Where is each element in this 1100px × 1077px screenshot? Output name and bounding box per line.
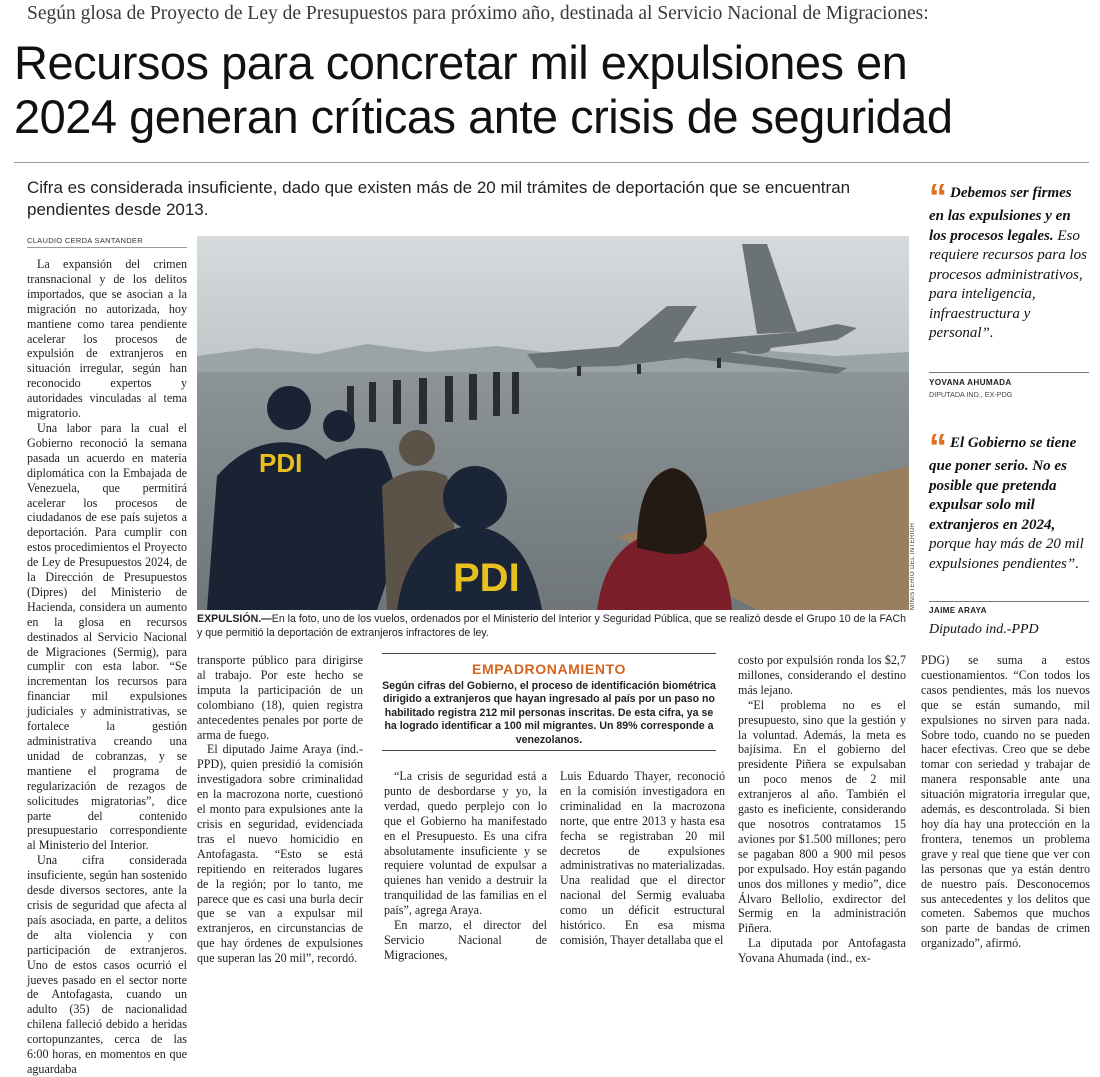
photo-credit: MINISTERIO DEL INTERIOR [910, 522, 916, 610]
paragraph: En marzo, el director del Servicio Nacional de Migraciones, [384, 918, 547, 962]
paragraph: “El problema no es el presupuesto, sino que la gestión y la voluntad. Además, la meta es bajísima. En el gobierno del presidente Piñera se expulsaban un poco menos de 2 mil extranjeros al año. También el gasto es ineficiente, considerando que nosotros contratamos 15 aviones por $1.500 millones; pero se pagaban 800 a 900 mil pesos por expulsado. Hoy están pagando unos dos millones y medio”, dice Álvaro Bellolio, exdirector del Sermig en la administración Piñera. [738, 697, 906, 936]
body-column-2 [197, 653, 363, 966]
quote-bold-text: Debemos ser firmes en las expulsiones y en los procesos legales. [929, 185, 1072, 244]
body-column-5 [738, 653, 906, 966]
vest-label: PDI [453, 556, 520, 600]
quote-divider [929, 601, 1089, 602]
article-photo [197, 236, 909, 610]
headline-line-1: Recursos para concretar mil expulsiones en [14, 36, 908, 89]
article-headline [14, 36, 1089, 144]
paragraph: Una labor para la cual el Gobierno reconoció la semana pasada un acuerdo en materia diplomática con la Embajada de Venezuela, que permitirá acelerar los procesos de ciudadanos de ese país sujetos a deportación. Para cumplir con estos procedimientos el Proyecto de Ley de Presupuestos 2024, de la Dirección de Presupuestos (Dipres) del Ministerio de Hacienda, considera un aumento en la glosa en recursos destinados al Servicio Nacional de Migraciones (Sermig), para cumplir con esta labor. “Se incrementan los recursos para financiar mil expulsiones judiciales y administrativas, se fortalece la gestión administrativa creando una unidad de cobranzas, y se mantiene el programa de regularización de rezagos de solicitudes migratorias”, dice parte del contenido presupuestario correspondiente al Ministerio del Interior. [27, 420, 187, 853]
paragraph: PDG) se suma a estos cuestionamientos. “Con todos los casos pendientes, más los nuevos que se están sumando, mil expulsiones no sirven para nada. Sobre todo, cuando no se pueden hacer efectivas. Creo que se debe tomar con seriedad y trabajar de manera responsable ante una situación migratoria irregular que, además, es descontrolada. Si bien hoy día hay una protección en la frontera, tenemos un problema grave y real que tiene que ver con las personas que ya están dentro de nuestro país. Desconocemos sus antecedentes y los delitos que cometen. Sabemos que muchos son parte de bandas de crimen organizado”, afirmó. [921, 653, 1090, 951]
box-top-rule [382, 653, 716, 654]
article-kicker: Según glosa de Proyecto de Ley de Presupuestos para próximo año, destinada al Servicio Nacional de Migraciones: [27, 3, 929, 24]
caption-text: En la foto, uno de los vuelos, ordenados por el Ministerio del Interior y Seguridad Pública, que se realizó desde el Grupo 10 de la FACh y que permitió la deportación de extranjeros infractores de ley. [197, 613, 907, 639]
paragraph: El diputado Jaime Araya (ind.-PPD), quien presidió la comisión investigadora sobre criminalidad en la macrozona norte, cuestionó el monto para expulsiones ante la crisis en seguridad, evidenciada tras el nuevo homicidio en Antofagasta. “Esto se está repitiendo en reiterados lugares de la región; por lo tanto, me parece que es casi una burla decir que se van a expulsar mil extranjeros, en circunstancias de que hay órdenes de expulsiones que superan las 20 mil”, recordó. [197, 742, 363, 966]
paragraph: Luis Eduardo Thayer, reconoció en la comisión investigadora en criminalidad en la macrozona norte, que entre 2013 y hasta esa fecha se registraban 20 mil decretos de expulsiones administrativas no materializadas. Una realidad que el director nacional del Sermig evaluaba como un déficit estructural histórico. En esa misma comisión, Thayer detallaba que el [560, 769, 725, 947]
body-column-6 [921, 653, 1090, 951]
quote-author-role: Diputado ind.-PPD [929, 622, 1039, 637]
paragraph: “La crisis de seguridad está a punto de desbordarse y yo, la verdad, quedo perplejo con lo que el Gobierno ha manifestado en el Presupuesto. Es una cifra absolutamente insuficiente y se requiere voluntad de expulsar a quienes han venido a destruir la tranquilidad de las familias en el país”, agrega Araya. [384, 769, 547, 918]
quote-bold-text: El Gobierno se tiene que poner serio. No es posible que pretenda expulsar solo mil extranjeros en 2024, [929, 435, 1077, 533]
quote-mark-icon: “ [929, 176, 947, 217]
airport-deportation-illustration [197, 236, 909, 610]
paragraph: Una cifra considerada insuficiente, según han sostenido desde diversos sectores, ante la crisis de seguridad que afecta al país asociada, en parte, a delitos de alta violencia y con participación de extranjeros. Uno de estos casos ocurrió el jueves pasado en el sector norte de Antofagasta, cuando un adulto (35) de nacionalidad chilena falleció debido a heridas cortopunzantes, cerca de las 6:00 horas, en momentos en que aguardaba [27, 853, 187, 1076]
pull-quote-2 [929, 426, 1089, 574]
quote-author-name: YOVANA AHUMADA [929, 378, 1012, 387]
quote-divider [929, 372, 1089, 373]
headline-line-2: 2024 generan críticas ante crisis de seguridad [14, 90, 953, 143]
body-column-1 [27, 257, 187, 1077]
headline-divider [14, 162, 1089, 163]
paragraph: costo por expulsión ronda los $2,7 millones, considerando el destino más lejano. [738, 653, 906, 697]
body-column-3 [384, 769, 547, 963]
box-text: Según cifras del Gobierno, el proceso de identificación biométrica dirigido a extranjeros que hayan ingresado al país por un paso no habilitado registra 212 mil personas inscritas. De esta cifra, ya se ha logrado identificar a 100 mil migrantes. Un 89% corresponde a venezolanos. [382, 680, 716, 746]
pull-quote-1 [929, 176, 1089, 344]
quote-text: Eso requiere recursos para los procesos administrativos, para inteligencia, infraestructura y personal”. [929, 227, 1087, 341]
quote-mark-icon: “ [929, 426, 947, 467]
box-title: EMPADRONAMIENTO [472, 661, 626, 677]
paragraph: La diputada por Antofagasta Yovana Ahumada (ind., ex- [738, 936, 906, 966]
quote-author-role: DIPUTADA IND., EX-PDG [929, 390, 1013, 399]
caption-label: EXPULSIÓN.— [197, 613, 272, 625]
paragraph: La expansión del crimen transnacional y de los delitos importados, que se asocian a la migración no autorizada, hoy mantiene como tarea pendiente acelerar los procesos de expulsión de extranjeros en situación irregular, según han reconocido expertos y autoridades vinculadas al tema migratorio. [27, 257, 187, 421]
article-subtitle: Cifra es considerada insuficiente, dado que existen más de 20 mil trámites de deportación que se encuentran pendientes desde 2013. [27, 178, 851, 219]
byline: CLAUDIO CERDA SANTANDER [27, 236, 143, 245]
body-column-4 [560, 769, 725, 948]
vest-label: PDI [259, 448, 303, 478]
paragraph: transporte público para dirigirse al trabajo. Por este hecho se imputa la participación de un colombiano (18), quien registra antecedentes penales por porte de arma de fuego. [197, 653, 363, 742]
box-bottom-rule [382, 750, 716, 751]
byline-divider [27, 247, 187, 248]
photo-caption [197, 613, 909, 640]
quote-text: porque hay más de 20 mil expulsiones pendientes”. [929, 536, 1084, 572]
quote-author-name: JAIME ARAYA [929, 606, 987, 615]
